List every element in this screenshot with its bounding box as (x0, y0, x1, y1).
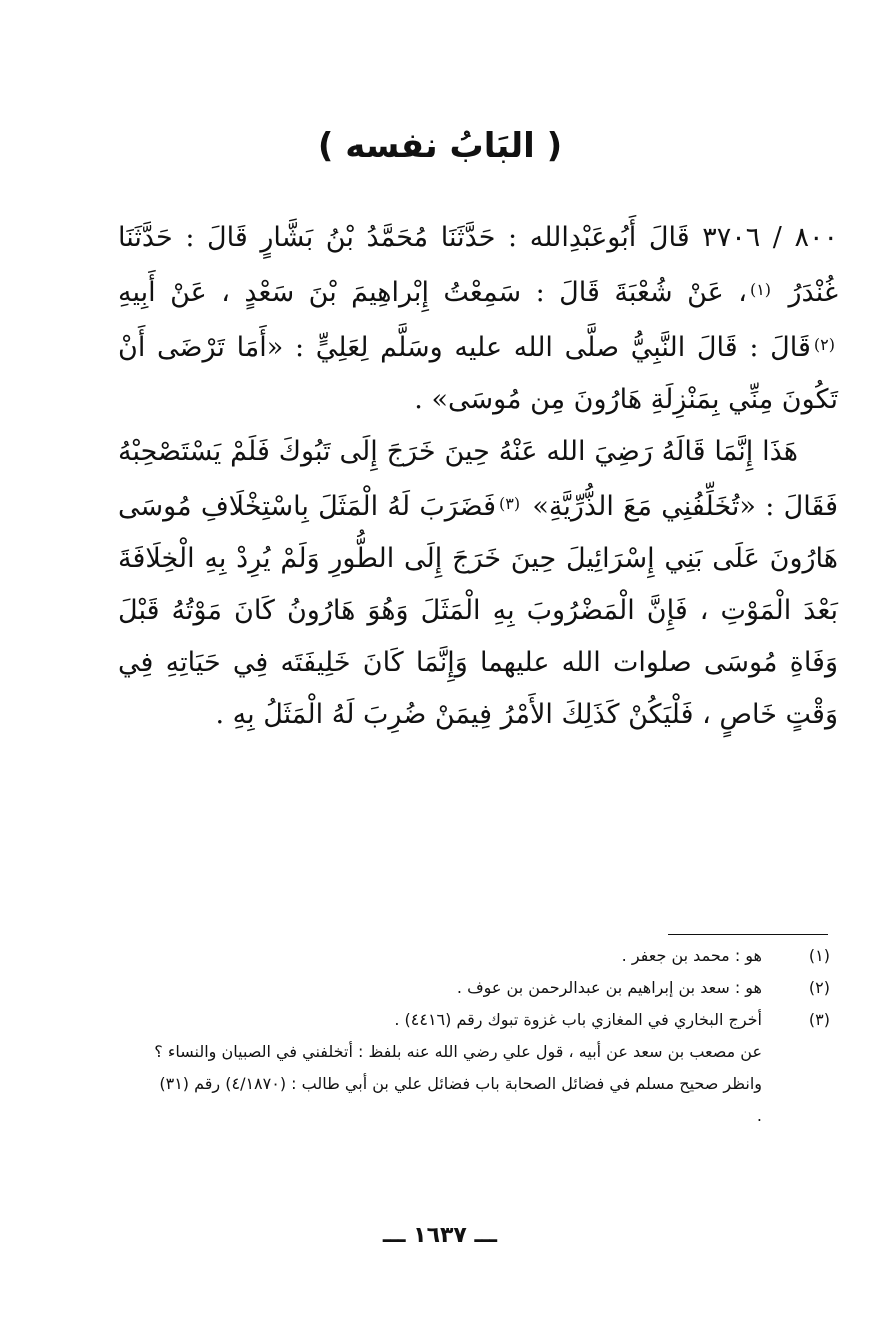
commentary-text-part-1: هَذَا إِنَّمَا قَالَهُ رَضِيَ الله عَنْهُ حِينَ خَرَجَ إِلَى تَبُوكَ فَلَمْ يَسْتَصْحِبْهُ فَقَالَ : «تُخَلِّفُنِي مَعَ الذُّرِّيَّةِ» (118, 436, 839, 522)
commentary-text-part-2: فَضَرَبَ لَهُ الْمَثَلَ بِاسْتِخْلَافِ مُوسَى هَارُونَ عَلَى بَنِي إِسْرَائِيلَ حِينَ خَرَجَ إِلَى الطُّورِ وَلَمْ يُرِدْ بِهِ الْخِلَافَةَ بَعْدَ الْمَوْتِ ، فَإِنَّ الْمَضْرُوبَ بِهِ الْمَثَلَ وَهُوَ هَارُونُ كَانَ مَوْتُهُ قَبْلَ وَفَاةِ مُوسَى صلوات الله عليهما وَإِنَّمَا كَانَ خَلِيفَتَه فِي حَيَاتِهِ فِي وَقْتٍ خَاصٍ ، فَلْيَكُنْ كَذَلِكَ الأَمْرُ فِيمَنْ ضُرِبَ لَهُ الْمَثَلُ بِهِ . (118, 491, 838, 730)
footnote-text: هو : سعد بن إبراهيم بن عبدالرحمن بن عوف . (456, 978, 762, 997)
page-number: ـــ ١٦٣٧ ـــ (382, 1223, 498, 1248)
footnote-divider (668, 934, 828, 935)
footnote-3-continuation-1: عن مصعب بن سعد عن أبيه ، قول علي رضي الله عنه بلفظ : أتخلفني في الصبيان والنساء ؟ (154, 1042, 762, 1061)
footnote-ref-3[interactable]: (٣) (498, 494, 521, 513)
footnote-2 (150, 972, 830, 1004)
footnote-number: (٣) (808, 1010, 830, 1029)
footnote-number: (٢) (808, 978, 830, 997)
footnote-3-continuation-2: وانظر صحيح مسلم في فضائل الصحابة باب فضائل علي بن أبي طالب : (٤/١٨٧٠) رقم (٣١) . (159, 1074, 762, 1125)
footnotes (150, 940, 830, 1132)
page-title: ( البَابُ نفسه ) (317, 126, 563, 166)
footnote-1 (150, 940, 830, 972)
footnote-ref-2[interactable]: (٢) (813, 335, 835, 354)
footnote-ref-1[interactable]: (١) (749, 280, 772, 299)
footnote-text: هو : محمد بن جعفر . (621, 946, 762, 965)
main-text (118, 212, 838, 741)
footnote-number: (١) (808, 946, 830, 965)
footnote-text: أخرج البخاري في المغازي باب غزوة تبوك رقم (٤٤١٦) . (394, 1010, 762, 1029)
hadith-text-part-1: ٨٠٠ / ٣٧٠٦ قَالَ أَبُوعَبْدِالله : حَدَّثَنَا مُحَمَّدُ بْنُ بَشَّارٍ قَالَ : حَدَّثَنَا غُنْدَرُ (118, 222, 839, 308)
hadith-paragraph (118, 212, 838, 426)
commentary-paragraph (118, 426, 838, 741)
hadith-text-part-3: قَالَ : قَالَ النَّبِيُّ صلَّى الله عليه وسَلَّم لِعَلِيٍّ : «أَمَا تَرْضَى أَنْ تَكُونَ مِنِّي بِمَنْزِلَةِ هَارُونَ مِن مُوسَى» . (118, 332, 838, 415)
hadith-text-part-2: ، عَنْ شُعْبَةَ قَالَ : سَمِعْتُ إِبْراهِيمَ بْنَ سَعْدٍ ، عَنْ أَبِيهِ (118, 277, 747, 308)
footnote-3 (150, 1004, 830, 1036)
